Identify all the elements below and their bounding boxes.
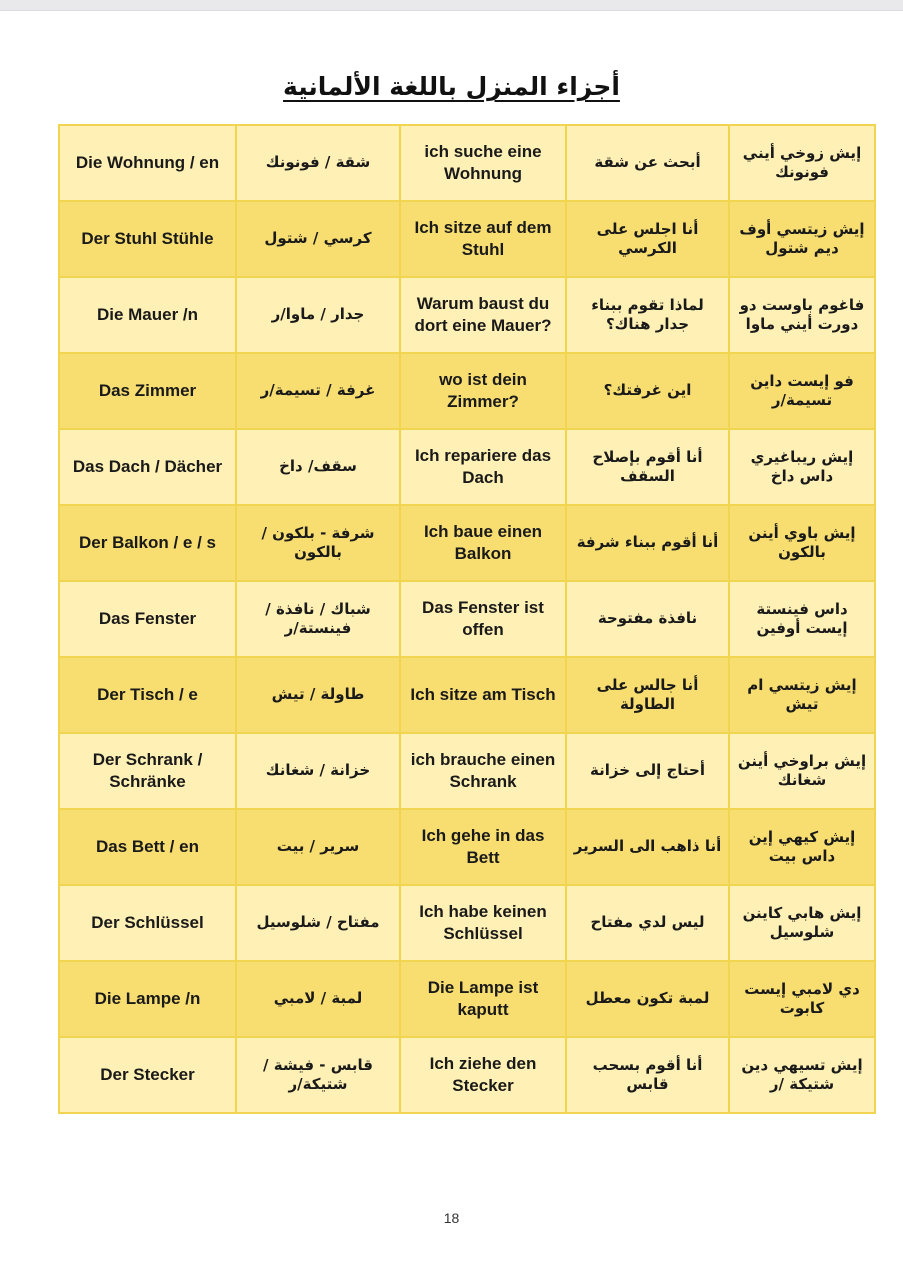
german-word-cell: Der Schrank / Schränke <box>59 733 236 809</box>
arabic-meaning-cell: قابس - فيشة / شتيكة/ر <box>236 1037 400 1113</box>
german-sentence-cell: Das Fenster ist offen <box>400 581 566 657</box>
german-word-cell: Der Schlüssel <box>59 885 236 961</box>
german-sentence-cell: ich brauche einen Schrank <box>400 733 566 809</box>
pronunciation-cell: فاغوم باوست دو دورت أيني ماوا <box>729 277 875 353</box>
german-sentence-cell: wo ist dein Zimmer? <box>400 353 566 429</box>
pronunciation-cell: إيش كيهي إين داس بيت <box>729 809 875 885</box>
german-sentence-cell: Die Lampe ist kaputt <box>400 961 566 1037</box>
pronunciation-cell: دي لامبي إيست كابوت <box>729 961 875 1037</box>
pronunciation-cell: فو إيست داين تسيمة/ر <box>729 353 875 429</box>
arabic-meaning-cell: طاولة / تيش <box>236 657 400 733</box>
pronunciation-cell: داس فينستة إيست أوفين <box>729 581 875 657</box>
vocabulary-table <box>58 124 876 1114</box>
german-sentence-cell: Ich habe keinen Schlüssel <box>400 885 566 961</box>
pronunciation-cell: إيش زيتسي ام تيش <box>729 657 875 733</box>
arabic-meaning-cell: لمبة / لامبي <box>236 961 400 1037</box>
pronunciation-cell: إيش زوخي أيني فونونك <box>729 125 875 201</box>
arabic-meaning-cell: شباك / نافذة / فينستة/ر <box>236 581 400 657</box>
table-row <box>59 125 875 201</box>
german-word-cell: Das Fenster <box>59 581 236 657</box>
pronunciation-cell: إيش تسيهي دين شتيكة /ر <box>729 1037 875 1113</box>
page-title <box>0 72 903 101</box>
arabic-translation-cell: أنا اجلس على الكرسي <box>566 201 729 277</box>
arabic-translation-cell: أنا جالس على الطاولة <box>566 657 729 733</box>
arabic-translation-cell: أحتاج إلى خزانة <box>566 733 729 809</box>
arabic-translation-cell: أبحث عن شقة <box>566 125 729 201</box>
german-word-cell: Das Dach / Dächer <box>59 429 236 505</box>
german-word-cell: Der Tisch / e <box>59 657 236 733</box>
pronunciation-cell: إيش ريباغيري داس داخ <box>729 429 875 505</box>
arabic-translation-cell: لماذا تقوم ببناء جدار هناك؟ <box>566 277 729 353</box>
arabic-translation-cell: أنا أقوم بسحب قابس <box>566 1037 729 1113</box>
table-row <box>59 353 875 429</box>
table-row <box>59 277 875 353</box>
table-row <box>59 581 875 657</box>
pronunciation-cell: إيش باوي أينن بالكون <box>729 505 875 581</box>
german-sentence-cell: Ich sitze auf dem Stuhl <box>400 201 566 277</box>
arabic-translation-cell: ليس لدي مفتاح <box>566 885 729 961</box>
table-row <box>59 733 875 809</box>
table-row <box>59 809 875 885</box>
german-sentence-cell: ich suche eine Wohnung <box>400 125 566 201</box>
arabic-meaning-cell: سقف/ داخ <box>236 429 400 505</box>
german-word-cell: Der Stuhl Stühle <box>59 201 236 277</box>
german-word-cell: Die Lampe /n <box>59 961 236 1037</box>
table-row <box>59 201 875 277</box>
arabic-meaning-cell: شرفة - بلكون / بالكون <box>236 505 400 581</box>
table-row <box>59 885 875 961</box>
pronunciation-cell: إيش براوخي أينن شغانك <box>729 733 875 809</box>
table-row <box>59 961 875 1037</box>
german-word-cell: Das Zimmer <box>59 353 236 429</box>
arabic-translation-cell: أنا ذاهب الى السرير <box>566 809 729 885</box>
german-sentence-cell: Warum baust du dort eine Mauer? <box>400 277 566 353</box>
german-sentence-cell: Ich repariere das Dach <box>400 429 566 505</box>
german-word-cell: Der Balkon / e / s <box>59 505 236 581</box>
arabic-meaning-cell: شقة / فونونك <box>236 125 400 201</box>
arabic-meaning-cell: جدار / ماوا/ر <box>236 277 400 353</box>
german-sentence-cell: Ich sitze am Tisch <box>400 657 566 733</box>
arabic-translation-cell: أنا أقوم ببناء شرفة <box>566 505 729 581</box>
arabic-meaning-cell: كرسي / شتول <box>236 201 400 277</box>
table-row <box>59 429 875 505</box>
german-word-cell: Das Bett / en <box>59 809 236 885</box>
table-row <box>59 505 875 581</box>
german-sentence-cell: Ich baue einen Balkon <box>400 505 566 581</box>
vocabulary-table-body <box>59 125 875 1113</box>
arabic-meaning-cell: سرير / بيت <box>236 809 400 885</box>
arabic-meaning-cell: غرفة / تسيمة/ر <box>236 353 400 429</box>
arabic-translation-cell: أنا أقوم بإصلاح السقف <box>566 429 729 505</box>
arabic-translation-cell: نافذة مفتوحة <box>566 581 729 657</box>
viewer-top-strip <box>0 0 903 11</box>
german-sentence-cell: Ich ziehe den Stecker <box>400 1037 566 1113</box>
arabic-meaning-cell: مفتاح / شلوسيل <box>236 885 400 961</box>
german-word-cell: Die Wohnung / en <box>59 125 236 201</box>
german-word-cell: Der Stecker <box>59 1037 236 1113</box>
german-word-cell: Die Mauer /n <box>59 277 236 353</box>
pronunciation-cell: إيش زيتسي أوف ديم شتول <box>729 201 875 277</box>
table-row <box>59 657 875 733</box>
arabic-meaning-cell: خزانة / شغانك <box>236 733 400 809</box>
page-title-text: أجزاء المنزل باللغة الألمانية <box>283 72 620 101</box>
arabic-translation-cell: لمبة تكون معطل <box>566 961 729 1037</box>
table-row <box>59 1037 875 1113</box>
german-sentence-cell: Ich gehe in das Bett <box>400 809 566 885</box>
arabic-translation-cell: اين غرفتك؟ <box>566 353 729 429</box>
page-number: 18 <box>443 1210 460 1226</box>
pronunciation-cell: إيش هابي كاينن شلوسيل <box>729 885 875 961</box>
